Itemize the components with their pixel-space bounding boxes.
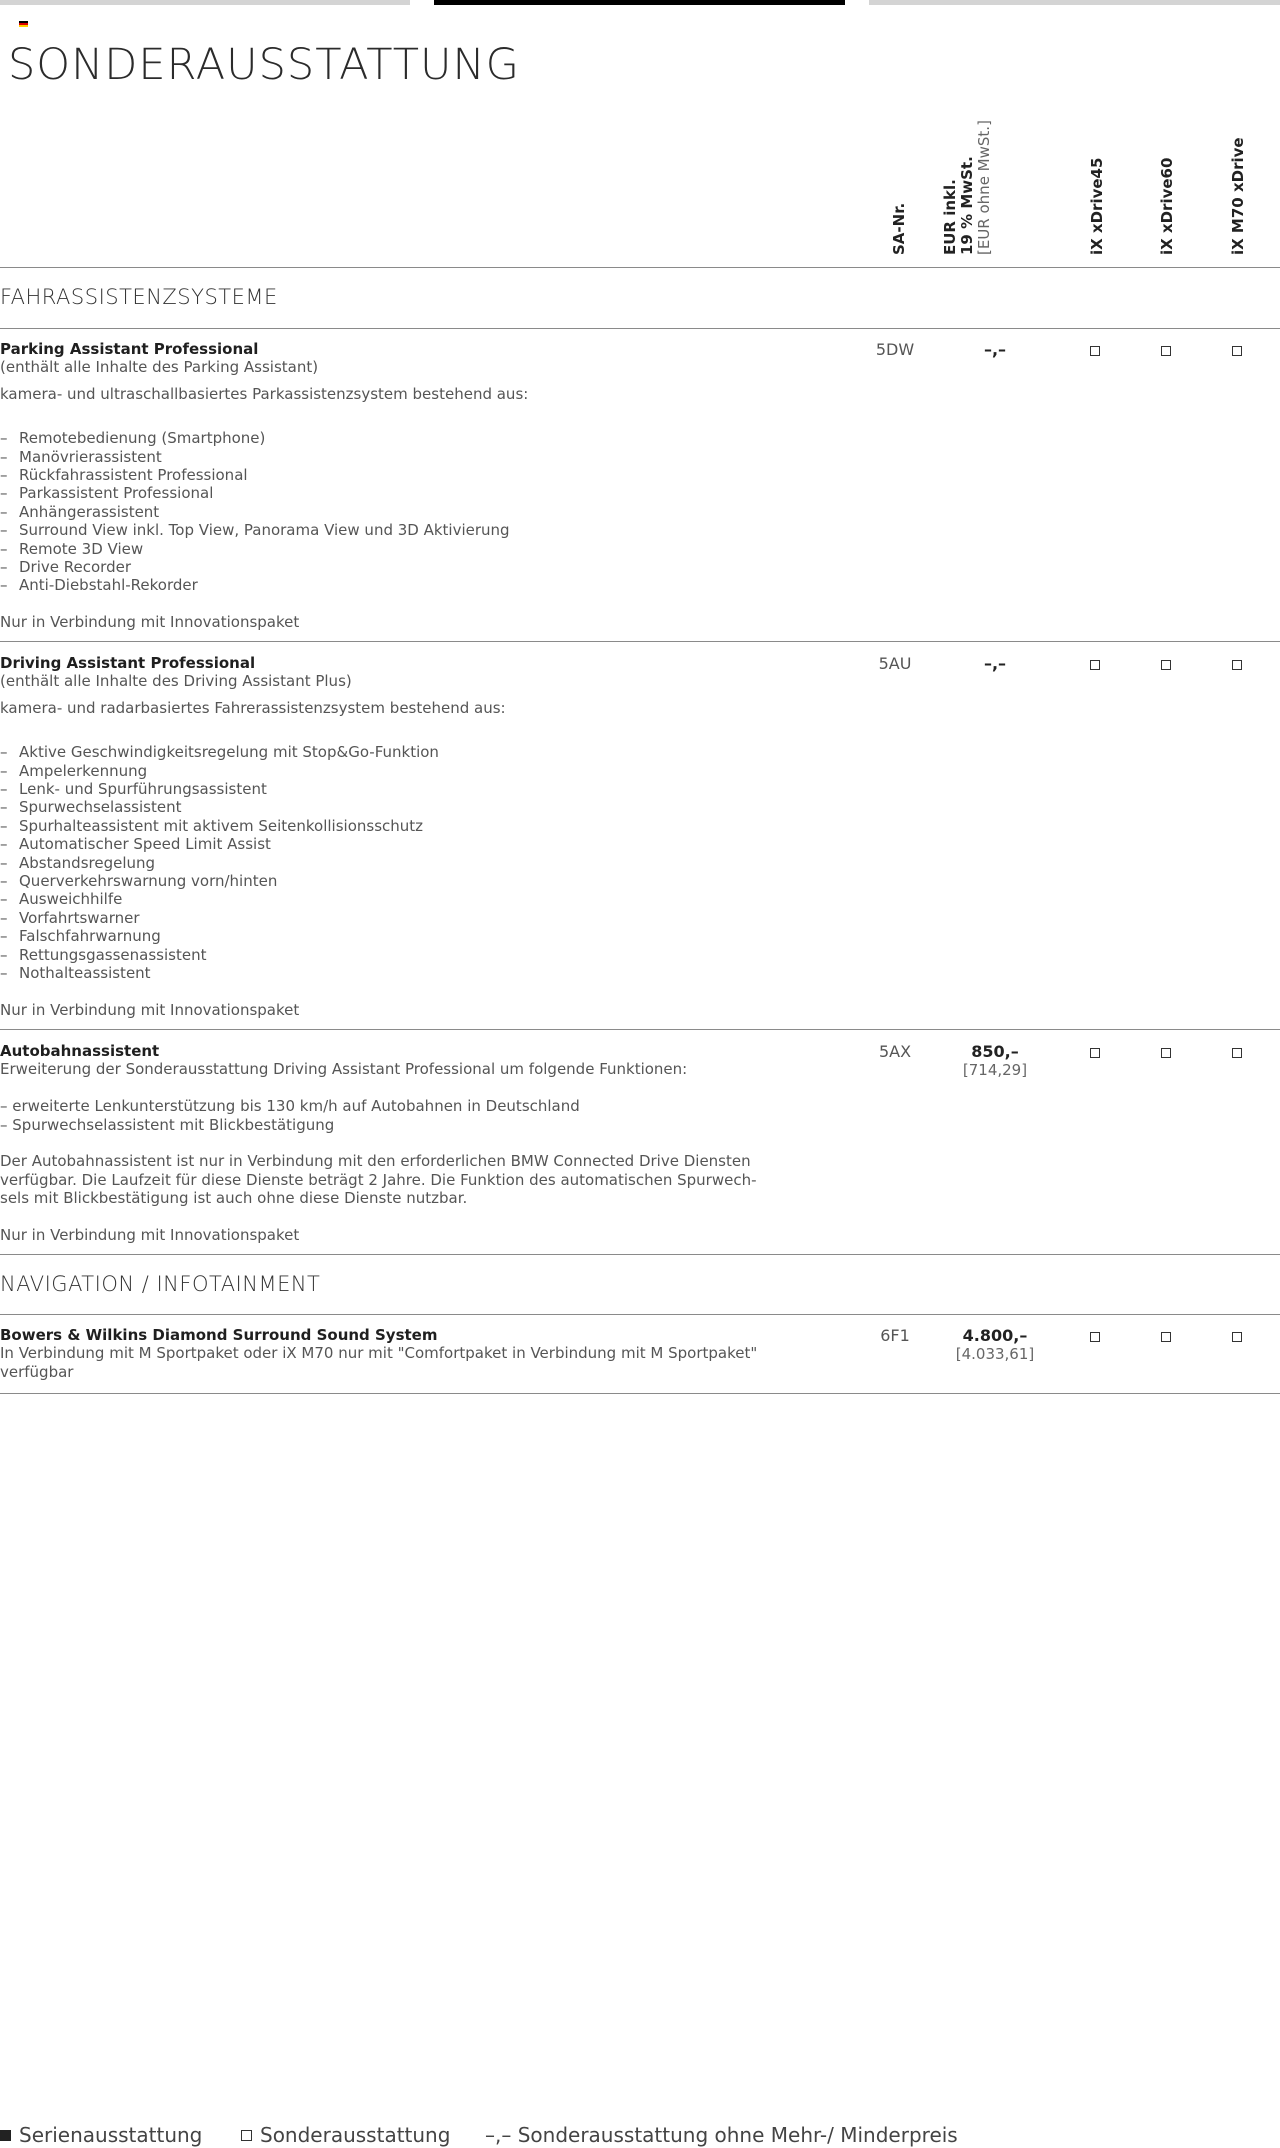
page-tab-previous[interactable]: [0, 0, 410, 5]
list-item: – Abstandsregelung: [0, 854, 760, 872]
price-gross: –,–: [983, 340, 1007, 359]
price-gross: 4.800,–: [962, 1326, 1028, 1345]
option-square-icon: [1232, 1048, 1242, 1058]
german-flag-icon: [19, 21, 28, 27]
no-charge-symbol: –,–: [485, 2123, 512, 2147]
list-item: – Manövrierassistent: [0, 448, 760, 466]
option-square-icon: [1232, 1332, 1242, 1342]
item-title: Parking Assistant Professional: [0, 340, 259, 358]
section-title-navigation: NAVIGATION / INFOTAINMENT: [0, 1272, 321, 1296]
filled-square-icon: [0, 2130, 11, 2141]
price-cell: [935, 654, 1055, 673]
column-header-model-1: iX xDrive45: [1088, 157, 1106, 255]
list-item: – Lenk- und Spurführungsassistent: [0, 780, 760, 798]
legend-no-charge: –,– Sonderausstattung ohne Mehr-/ Minderpreis: [485, 2123, 958, 2147]
list-item: – Rettungsgassenassistent: [0, 946, 760, 964]
section-divider: [0, 1314, 1280, 1315]
option-square-icon: [1090, 1332, 1100, 1342]
sa-code: 5AX: [878, 1042, 912, 1061]
list-item: – Surround View inkl. Top View, Panorama View und 3D Aktivierung: [0, 521, 760, 539]
item-autobahnassistent: [0, 1042, 760, 1244]
list-item: – Anhängerassistent: [0, 503, 760, 521]
price-gross: 850,–: [971, 1042, 1019, 1061]
page-tab-current[interactable]: [434, 0, 845, 5]
column-header-model-2: iX xDrive60: [1158, 157, 1176, 255]
price-net: [4.033,61]: [955, 1345, 1035, 1363]
column-header-sa-nr: SA-Nr.: [890, 202, 908, 255]
sa-code: 6F1: [880, 1326, 910, 1345]
list-item: – Drive Recorder: [0, 558, 760, 576]
item-bowers-wilkins: [0, 1326, 760, 1381]
item-divider: [0, 1029, 1280, 1030]
column-header-model-3: iX M70 xDrive: [1229, 137, 1247, 255]
item-description: verfügbar: [0, 1362, 74, 1381]
list-item: – Ausweichhilfe: [0, 890, 760, 908]
section-divider: [0, 328, 1280, 329]
list-item: – Ampelerkennung: [0, 762, 760, 780]
item-subtitle: (enthält alle Inhalte des Driving Assistant Plus): [0, 672, 352, 691]
empty-square-icon: [241, 2130, 252, 2141]
item-title: Bowers & Wilkins Diamond Surround Sound System: [0, 1326, 438, 1344]
section-divider: [0, 1254, 1280, 1255]
list-item: – Parkassistent Professional: [0, 484, 760, 502]
list-item: – Remote 3D View: [0, 540, 760, 558]
item-paragraph-line: sels mit Blickbestätigung ist auch ohne diese Dienste nutzbar.: [0, 1189, 468, 1208]
list-item: – Anti-Diebstahl-Rekorder: [0, 576, 760, 594]
page-tab-next[interactable]: [869, 0, 1280, 5]
item-paragraph-line: Der Autobahnassistent ist nur in Verbindung mit den erforderlichen BMW Connected Drive Diensten: [0, 1152, 751, 1171]
legend-option: Sonderausstattung: [241, 2123, 450, 2147]
list-item: – Spurhalteassistent mit aktivem Seitenkollisionsschutz: [0, 817, 760, 835]
option-square-icon: [1232, 660, 1242, 670]
item-parking-assistant: [0, 340, 760, 632]
list-item: – Querverkehrswarnung vorn/hinten: [0, 872, 760, 890]
list-item: – Nothalteassistent: [0, 964, 760, 982]
list-item: – Vorfahrtswarner: [0, 909, 760, 927]
list-item: – Spurwechselassistent: [0, 798, 760, 816]
item-driving-assistant: [0, 654, 760, 1019]
option-square-icon: [1161, 660, 1171, 670]
option-square-icon: [1161, 1048, 1171, 1058]
item-intro: kamera- und radarbasiertes Fahrerassistenzsystem bestehend aus:: [0, 698, 506, 717]
price-cell: [935, 1326, 1055, 1364]
item-description: In Verbindung mit M Sportpaket oder iX M70 nur mit "Comfortpaket in Verbindung mit M Sportpaket": [0, 1344, 758, 1363]
item-divider: [0, 641, 1280, 642]
table-bottom-divider: [0, 1393, 1280, 1394]
header-divider: [0, 267, 1280, 268]
item-subtitle: (enthält alle Inhalte des Parking Assistant): [0, 358, 319, 377]
page-title: SONDERAUSSTATTUNG: [8, 40, 520, 90]
price-gross: –,–: [983, 654, 1007, 673]
column-header-price: EUR inkl. 19 % MwSt. [EUR ohne MwSt.]: [941, 120, 993, 255]
item-subtitle: Erweiterung der Sonderausstattung Driving Assistant Professional um folgende Funktionen:: [0, 1060, 688, 1079]
feature-list: [0, 429, 760, 595]
price-cell: [935, 340, 1055, 359]
item-title: Driving Assistant Professional: [0, 654, 256, 672]
option-square-icon: [1090, 1048, 1100, 1058]
price-cell: [935, 1042, 1055, 1080]
item-note: Nur in Verbindung mit Innovationspaket: [0, 1226, 300, 1245]
option-square-icon: [1232, 346, 1242, 356]
item-intro: kamera- und ultraschallbasiertes Parkassistenzsystem bestehend aus:: [0, 384, 529, 403]
sa-code: 5DW: [875, 340, 915, 359]
list-item: – Falschfahrwarnung: [0, 927, 760, 945]
legend-standard: Serienausstattung: [0, 2123, 202, 2147]
option-square-icon: [1090, 346, 1100, 356]
list-item: – Aktive Geschwindigkeitsregelung mit Stop&Go-Funktion: [0, 743, 760, 761]
item-note: Nur in Verbindung mit Innovationspaket: [0, 1000, 300, 1019]
list-item: – Rückfahrassistent Professional: [0, 466, 760, 484]
feature-list: [0, 1097, 760, 1134]
item-note: Nur in Verbindung mit Innovationspaket: [0, 613, 300, 632]
sa-code: 5AU: [878, 654, 912, 673]
section-title-fahrassistenz: FAHRASSISTENZSYSTEME: [0, 285, 278, 309]
list-item: – Spurwechselassistent mit Blickbestätigung: [0, 1116, 760, 1134]
item-title: Autobahnassistent: [0, 1042, 160, 1060]
list-item: – Remotebedienung (Smartphone): [0, 429, 760, 447]
item-paragraph-line: verfügbar. Die Laufzeit für diese Dienste beträgt 2 Jahre. Die Funktion des automatischen Spurwech-: [0, 1170, 757, 1189]
price-net: [714,29]: [962, 1061, 1028, 1079]
option-square-icon: [1090, 660, 1100, 670]
feature-list: [0, 743, 760, 982]
list-item: – Automatischer Speed Limit Assist: [0, 835, 760, 853]
option-square-icon: [1161, 1332, 1171, 1342]
list-item: – erweiterte Lenkunterstützung bis 130 km/h auf Autobahnen in Deutschland: [0, 1097, 760, 1115]
option-square-icon: [1161, 346, 1171, 356]
